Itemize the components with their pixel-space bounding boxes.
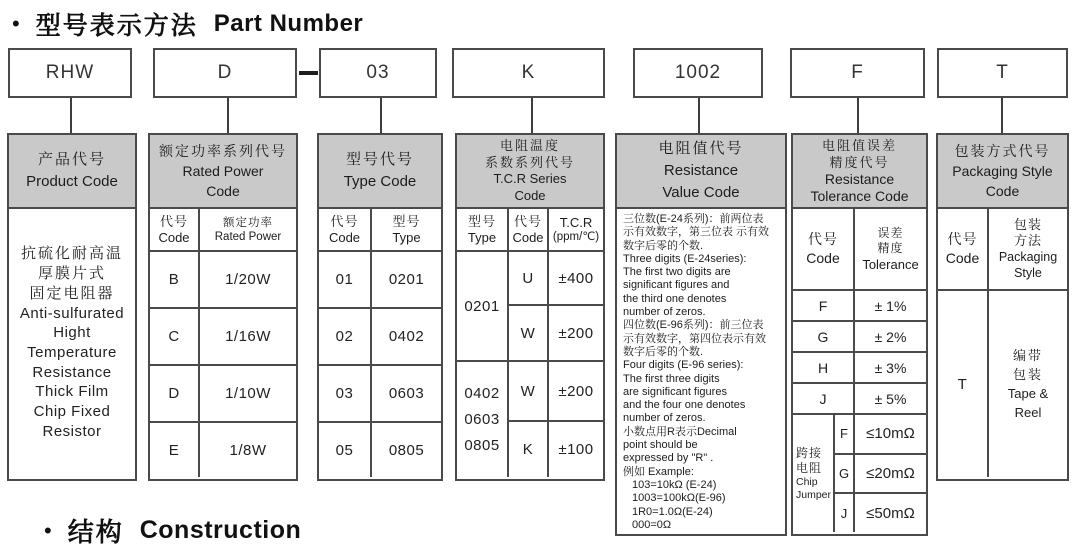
type-code-header (319, 135, 441, 209)
packaging-style-line: Tape & (1007, 386, 1049, 401)
header-cn: 型号代号 (345, 151, 414, 168)
type-code: 03 (319, 366, 370, 421)
tolerance-code: H (793, 353, 853, 382)
col-header-en: Code (945, 250, 980, 266)
header-en: Value Code (662, 184, 740, 201)
connector-line (698, 98, 700, 134)
col-header-cn: 精度 (877, 240, 904, 255)
jumper-label-cn: 跨接 (796, 445, 823, 460)
col-header-en: Code (328, 229, 361, 245)
tolerance-code: J (793, 384, 853, 413)
example-line: 1R0=1.0Ω(E-24) (632, 505, 713, 518)
tcr-code: W (509, 306, 547, 360)
power-value: 1/8W (200, 423, 296, 477)
rated-power-table (148, 133, 298, 481)
desc-line: 固定电阻器 (29, 284, 115, 302)
example-line: 000=0Ω (632, 518, 672, 531)
part-box-tcr: K (452, 48, 605, 98)
tcr-code: U (509, 252, 547, 304)
tcr-series-table (455, 133, 605, 481)
jumper-value: ≤10mΩ (855, 415, 926, 453)
type-value: 0603 (372, 366, 441, 421)
col-header-en: Code (158, 229, 190, 245)
power-code: B (150, 252, 198, 307)
desc-line: Resistance (32, 363, 112, 381)
col-header-code (938, 209, 987, 289)
desc-line: 示有效数字，第三位表 示有效 (623, 226, 770, 239)
chip-jumper-label (793, 415, 833, 532)
jumper-code: J (835, 494, 853, 532)
construction-section-title (44, 512, 301, 549)
packaging-header (938, 135, 1067, 209)
power-value: 1/16W (200, 309, 296, 364)
resistance-value-header (617, 135, 785, 209)
connector-line (227, 98, 229, 134)
desc-line: 数字后零的个数. (623, 239, 704, 252)
type-code: 02 (319, 309, 370, 364)
type-code: 01 (319, 252, 370, 307)
header-en: Rated Power (182, 163, 264, 179)
jumper-label-en: Jumper (796, 488, 832, 501)
col-header-style (989, 209, 1067, 289)
col-header-en: Packaging (998, 250, 1058, 264)
desc-line: significant figures and (623, 279, 730, 292)
packaging-style (989, 291, 1067, 477)
col-header-cn: 代号 (513, 213, 542, 229)
tcr-type-group1: 0201 (457, 252, 507, 360)
desc-line: 四位数(E-96系列)：前三位表 (623, 319, 764, 332)
desc-line: Four digits (E-96 series): (623, 359, 744, 372)
type-code: 05 (319, 423, 370, 477)
header-cn: 电阻温度 (499, 138, 560, 153)
header-en: Code (206, 183, 240, 199)
header-en: Code (514, 187, 546, 203)
type-value: 0805 (372, 423, 441, 477)
header-en: Resistance (663, 162, 739, 179)
connector-line (380, 98, 382, 134)
col-header-cn: 误差 (877, 225, 904, 240)
col-header-unit: (ppm/℃) (552, 230, 600, 243)
power-code: E (150, 423, 198, 477)
col-header-type (372, 209, 441, 250)
part-box-packaging: T (937, 48, 1068, 98)
col-header-cn: 额定功率 (223, 216, 273, 229)
part-box-product: RHW (8, 48, 132, 98)
part-box-tolerance: F (790, 48, 925, 98)
part-box-resistance: 1002 (633, 48, 763, 98)
packaging-style-line: 包装 (1012, 367, 1043, 382)
packaging-style-line: Reel (1014, 405, 1042, 420)
col-header-cn: 代号 (330, 213, 359, 229)
col-header-code (793, 209, 853, 289)
col-header-code (319, 209, 370, 250)
header-en: Type Code (343, 173, 417, 190)
col-header-cn: 代号 (159, 213, 188, 229)
tolerance-value: ± 5% (855, 384, 926, 413)
header-en: Packaging Style (952, 163, 1053, 179)
col-header-cn: 型号 (467, 213, 496, 229)
jumper-label-en: Chip (796, 475, 818, 488)
col-header-en: Style (1014, 266, 1042, 280)
tcr-value: ±200 (549, 362, 603, 420)
col-header-cn: 代号 (808, 231, 838, 247)
chip-jumper-grid (793, 415, 926, 532)
desc-line: 小数点用R表示Decimal (623, 425, 737, 438)
col-header-power (200, 209, 296, 250)
tcr-grid (457, 209, 603, 477)
tcr-header (457, 135, 603, 209)
tolerance-value: ± 3% (855, 353, 926, 382)
col-header-en: Type (392, 229, 421, 245)
tcr-code: W (509, 362, 547, 420)
tolerance-grid (793, 209, 926, 413)
header-en: T.C.R Series (493, 171, 567, 186)
product-code-table (7, 133, 137, 481)
col-header-en: Rated Power (214, 230, 282, 243)
desc-line: The first two digits are (623, 266, 731, 279)
power-code: D (150, 366, 198, 421)
tcr-type-line: 0805 (464, 436, 500, 454)
resistance-value-description (617, 209, 785, 532)
part-box-power: D (153, 48, 297, 98)
part-number-title-cn: 型号表示方法 (35, 12, 198, 40)
tolerance-code: G (793, 322, 853, 351)
desc-line: Temperature (27, 344, 117, 361)
type-code-table (317, 133, 443, 481)
desc-line: 示有效数字，第四位表示有效 (623, 332, 766, 345)
rated-power-header (150, 135, 296, 209)
desc-line: Hight (53, 324, 91, 342)
desc-line: number of zeros. (623, 412, 706, 425)
example-line: 103=10kΩ (E-24) (632, 478, 717, 491)
desc-line: Three digits (E-24series): (623, 252, 747, 265)
header-cn: 电阻值误差 (821, 138, 897, 153)
header-cn: 系数系列代号 (484, 154, 575, 170)
part-number-section-title (12, 6, 363, 42)
construction-title-cn: 结构 (67, 517, 124, 547)
part-number-title-en: Part Number (213, 10, 364, 37)
header-en: Tolerance Code (810, 187, 909, 204)
col-header-en: Code (806, 250, 840, 266)
desc-line: 三位数(E-24系列)：前两位表 (623, 213, 764, 225)
example-line: 1003=100kΩ(E-96) (632, 492, 726, 505)
col-header-tcr (549, 209, 603, 250)
construction-title-en: Construction (139, 516, 302, 544)
tcr-value: ±100 (549, 422, 603, 477)
jumper-value: ≤20mΩ (855, 455, 926, 493)
col-header-cn: 型号 (392, 213, 421, 229)
product-code-description (9, 209, 135, 477)
power-value: 1/10W (200, 366, 296, 421)
col-header-tolerance (855, 209, 926, 289)
power-value: 1/20W (200, 252, 296, 307)
connector-line (857, 98, 859, 134)
type-value: 0201 (372, 252, 441, 307)
type-value: 0402 (372, 309, 441, 364)
packaging-table (936, 133, 1069, 481)
tcr-type-line: 0402 (464, 384, 500, 402)
desc-line: are significant figures (623, 385, 727, 398)
desc-line: 厚膜片式 (37, 265, 106, 283)
desc-line: Chip Fixed (33, 403, 111, 421)
bullet-icon: • (12, 11, 20, 36)
desc-line: the third one denotes (623, 292, 727, 305)
dash-separator (299, 71, 318, 75)
tolerance-body (793, 209, 926, 532)
packaging-code: T (938, 291, 987, 477)
header-en: Code (985, 183, 1020, 199)
part-box-type: 03 (319, 48, 437, 98)
connector-line (531, 98, 533, 134)
tolerance-header (793, 135, 926, 209)
header-cn: 精度代号 (829, 154, 890, 170)
tolerance-value: ± 1% (855, 291, 926, 320)
tolerance-table (791, 133, 928, 536)
tolerance-code: F (793, 291, 853, 320)
desc-line: expressed by "R" . (623, 452, 714, 465)
connector-line (70, 98, 72, 134)
desc-line: point should be (623, 439, 698, 452)
col-header-code (150, 209, 198, 250)
tcr-value: ±200 (549, 306, 603, 360)
tcr-code: K (509, 422, 547, 477)
tcr-type-group2 (457, 362, 507, 477)
desc-line: 抗硫化耐高温 (20, 245, 123, 263)
packaging-grid (938, 209, 1067, 477)
jumper-value: ≤50mΩ (855, 494, 926, 532)
header-en: Resistance (824, 171, 895, 187)
desc-line: Thick Film (35, 383, 109, 401)
col-header-en: Tolerance (862, 256, 919, 272)
desc-line: Anti-sulfurated (19, 304, 125, 322)
desc-line: Resistor (42, 422, 102, 440)
col-header-cn: 包装 (1013, 217, 1042, 232)
product-code-header (9, 135, 135, 209)
header-cn: 电阻值代号 (658, 140, 744, 157)
col-header-en: Code (512, 229, 544, 245)
rated-power-grid (150, 209, 296, 477)
connector-line (1001, 98, 1003, 134)
packaging-style-line: 编带 (1012, 348, 1043, 363)
jumper-code: F (835, 415, 853, 453)
header-cn: 产品代号 (37, 151, 106, 168)
bullet-icon: • (44, 517, 52, 543)
header-cn: 包装方式代号 (954, 143, 1051, 159)
col-header-en: T.C.R (559, 214, 593, 230)
desc-line: 数字后零的个数. (623, 345, 704, 358)
col-header-code (509, 209, 547, 250)
desc-line: and the four one denotes (623, 399, 746, 412)
col-header-type (457, 209, 507, 250)
col-header-en: Type (467, 229, 497, 245)
tcr-value: ±400 (549, 252, 603, 304)
tcr-type-line: 0603 (464, 410, 500, 428)
desc-line: 例如 Example: (623, 465, 694, 478)
header-en: Product Code (26, 173, 118, 190)
jumper-label-cn: 电阻 (796, 460, 823, 475)
tolerance-value: ± 2% (855, 322, 926, 351)
desc-line: The first three digits (623, 372, 720, 385)
header-cn: 额定功率系列代号 (159, 143, 287, 159)
col-header-cn: 代号 (947, 231, 978, 247)
jumper-code: G (835, 455, 853, 493)
desc-line: number of zeros. (623, 306, 706, 319)
resistance-value-table (615, 133, 787, 536)
col-header-cn: 方法 (1013, 233, 1042, 248)
type-code-grid (319, 209, 441, 477)
power-code: C (150, 309, 198, 364)
